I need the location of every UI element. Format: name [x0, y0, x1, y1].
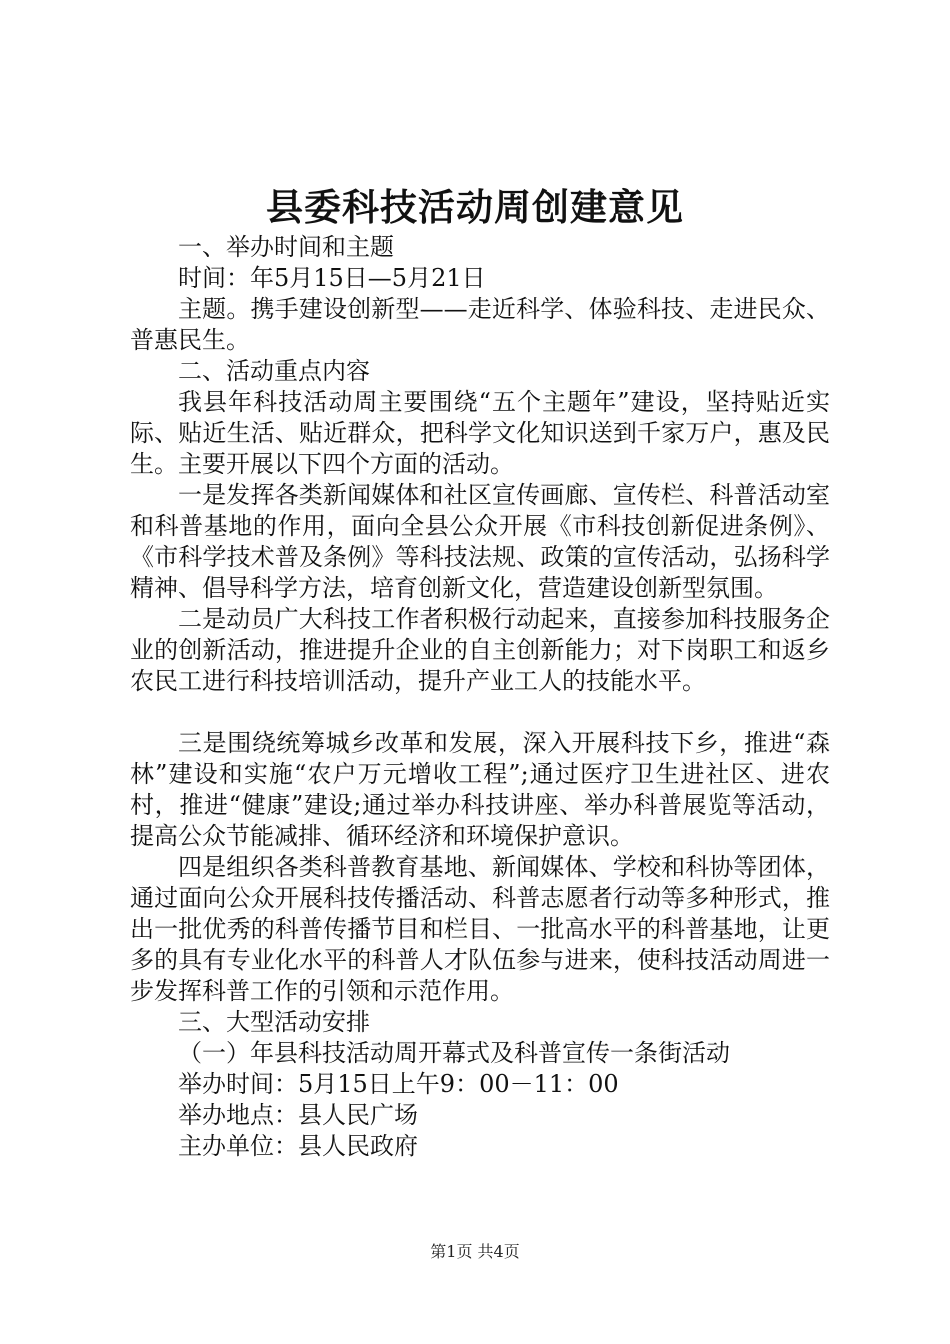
event-time: 举办时间：5月15日上午9：00－11：00	[178, 1070, 619, 1098]
section-heading-3: 三、大型活动安排	[178, 1008, 370, 1036]
section-heading-1: 一、举办时间和主题	[178, 233, 394, 261]
document-title: 县委科技活动周创建意见	[266, 185, 684, 229]
page-footer: 第1页 共4页	[430, 1242, 520, 1261]
activity-paragraph-3: 三是围绕统筹城乡改革和发展，深入开展科技下乡，推进“森林”建设和实施“农户万元增收工程”;通过医疗卫生进社区、进农村，推进“健康”建设;通过举办科技讲座、举办科普展览等活动，提高公众节能减排、循环经济和环境保护意识。	[130, 729, 830, 850]
intro-paragraph: 我县年科技活动周主要围绕“五个主题年”建设，坚持贴近实际、贴近生活、贴近群众，把科学文化知识送到千家万户，惠及民生。主要开展以下四个方面的活动。	[130, 388, 830, 478]
paragraph-gap	[130, 697, 830, 728]
document-body	[130, 232, 830, 1162]
activity-paragraph-4: 四是组织各类科普教育基地、新闻媒体、学校和科协等团体，通过面向公众开展科技传播活动、科普志愿者行动等多种形式，推出一批优秀的科普传播节目和栏目、一批高水平的科普基地，让更多的具有专业化水平的科普人才队伍参与进来，使科技活动周进一步发挥科普工作的引领和示范作用。	[130, 853, 830, 1005]
activity-paragraph-1: 一是发挥各类新闻媒体和社区宣传画廊、宣传栏、科普活动室和科普基地的作用，面向全县公众开展《市科技创新促进条例》、《市科学技术普及条例》等科技法规、政策的宣传活动，弘扬科学精神、倡导科学方法，培育创新文化，营造建设创新型氛围。	[130, 481, 830, 602]
time-line: 时间：年5月15日—5月21日	[178, 264, 486, 292]
section-heading-2: 二、活动重点内容	[178, 357, 370, 385]
event-location: 举办地点：县人民广场	[178, 1101, 418, 1129]
event-organizer: 主办单位：县人民政府	[178, 1132, 418, 1160]
theme-paragraph: 主题。携手建设创新型——走近科学、体验科技、走进民众、普惠民生。	[130, 295, 830, 354]
activity-paragraph-2: 二是动员广大科技工作者积极行动起来，直接参加科技服务企业的创新活动，推进提升企业的自主创新能力；对下岗职工和返乡农民工进行科技培训活动，提升产业工人的技能水平。	[130, 605, 830, 695]
event-heading: （一）年县科技活动周开幕式及科普宣传一条街活动	[178, 1039, 730, 1067]
